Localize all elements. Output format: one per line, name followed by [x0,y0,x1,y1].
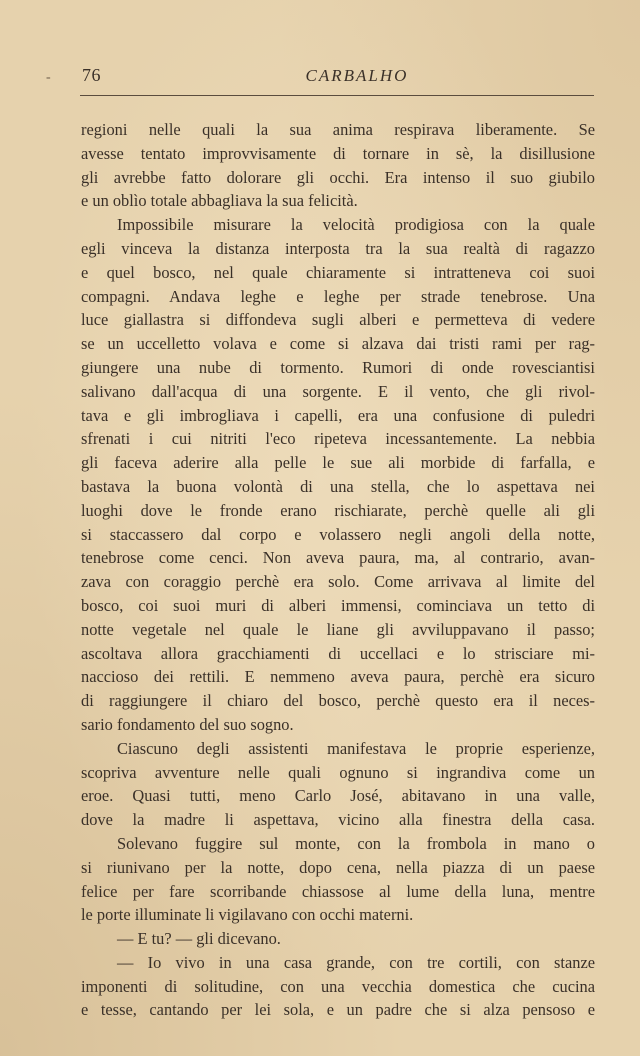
text-line: notte vegetale nel quale le liane gli avviluppavano il passo; [81,619,595,639]
text-line: Impossibile misurare la velocità prodigiosa con la quale [117,215,595,235]
text-line: salivano dall'acqua di una sorgente. E il vento, che gli rivol- [81,381,595,401]
text-line: sario fondamento del suo sogno. [81,714,294,734]
text-line: luoghi dove le fronde erano rischiarate, perchè quelle ali gli [81,500,595,520]
text-line: e tesse, cantando per lei sola, e un padre che si alza pensoso e [81,1000,595,1020]
text-line: ascoltava allora gracchiamenti di uccellaci e lo strisciare mi- [81,643,595,663]
text-line: Solevano fuggire sul monte, con la frombola in mano o [117,833,595,853]
text-line: le porte illuminate li vigilavano con occhi materni. [81,905,414,925]
running-title: CARBALHO [305,66,409,85]
text-line: imponenti di solitudine, con una vecchia domestica che cucina [81,976,595,996]
body-text [81,118,595,1022]
text-line: — E tu? — gli dicevano. [117,929,281,949]
text-line: scopriva avventure nelle quali ognuno si ingrandiva come un [81,762,595,782]
page-header [80,62,596,90]
text-line: avesse tentato improvvisamente di tornare in sè, la disillusione [81,143,595,163]
text-line: felice per fare scorribande chiassose al lume della luna, mentre [81,881,595,901]
text-line: tenebrose come cenci. Non aveva paura, ma, al contrario, avan- [81,548,595,568]
text-line: egli vinceva la distanza interposta tra la sua realtà di ragazzo [81,238,595,258]
text-line: compagni. Andava leghe e leghe per strade tenebrose. Una [81,286,595,306]
header-rule [80,95,594,96]
text-line: gli avrebbe fatto dolorare gli occhi. Era intenso il suo giubilo [81,167,595,187]
margin-mark: - [46,70,51,85]
text-line: bosco, coi suoi muri di alberi immensi, cominciava un tetto di [81,595,595,615]
text-line: si riunivano per la notte, dopo cena, nella piazza di un paese [81,857,595,877]
page-number: 76 [82,65,101,85]
text-line: bastava la buona volontà di una stella, che lo aspettava nei [81,476,595,496]
text-line: zava con coraggio perchè era solo. Come arrivava al limite del [81,572,595,592]
text-line: tava e gli imbrogliava i capelli, era una confusione di puledri [81,405,595,425]
text-line: giungere una nube di tormento. Rumori di onde rovesciantisi [81,357,595,377]
text-line: — Io vivo in una casa grande, con tre cortili, con stanze [117,952,595,972]
text-line: sfrenati i cui nitriti l'eco ripeteva incessantemente. La nebbia [81,429,595,449]
text-line: eroe. Quasi tutti, meno Carlo José, abitavano in una valle, [81,786,595,806]
text-line: regioni nelle quali la sua anima respirava liberamente. Se [81,120,595,139]
text-line: se un uccelletto volava e come si alzava dai tristi rami per rag- [81,334,595,354]
text-line: Ciascuno degli assistenti manifestava le proprie esperienze, [117,738,595,758]
text-line: dove la madre li aspettava, vicino alla finestra della casa. [81,810,595,830]
text-line: gli faceva aderire alla pelle le sue ali morbide di farfalla, e [81,453,595,473]
text-line: luce giallastra si diffondeva sugli alberi e permetteva di vedere [81,310,595,330]
text-line: naccioso dei rettili. E nemmeno aveva paura, perchè era sicuro [81,667,595,687]
text-line: si staccassero dal corpo e volassero negli angoli della notte, [81,524,595,544]
text-line: e un oblìo totale abbagliava la sua felicità. [81,191,358,211]
text-line: e quel bosco, nel quale chiaramente si intratteneva coi suoi [81,262,595,282]
text-line: di raggiungere il chiaro del bosco, perchè questo era il neces- [81,691,595,711]
